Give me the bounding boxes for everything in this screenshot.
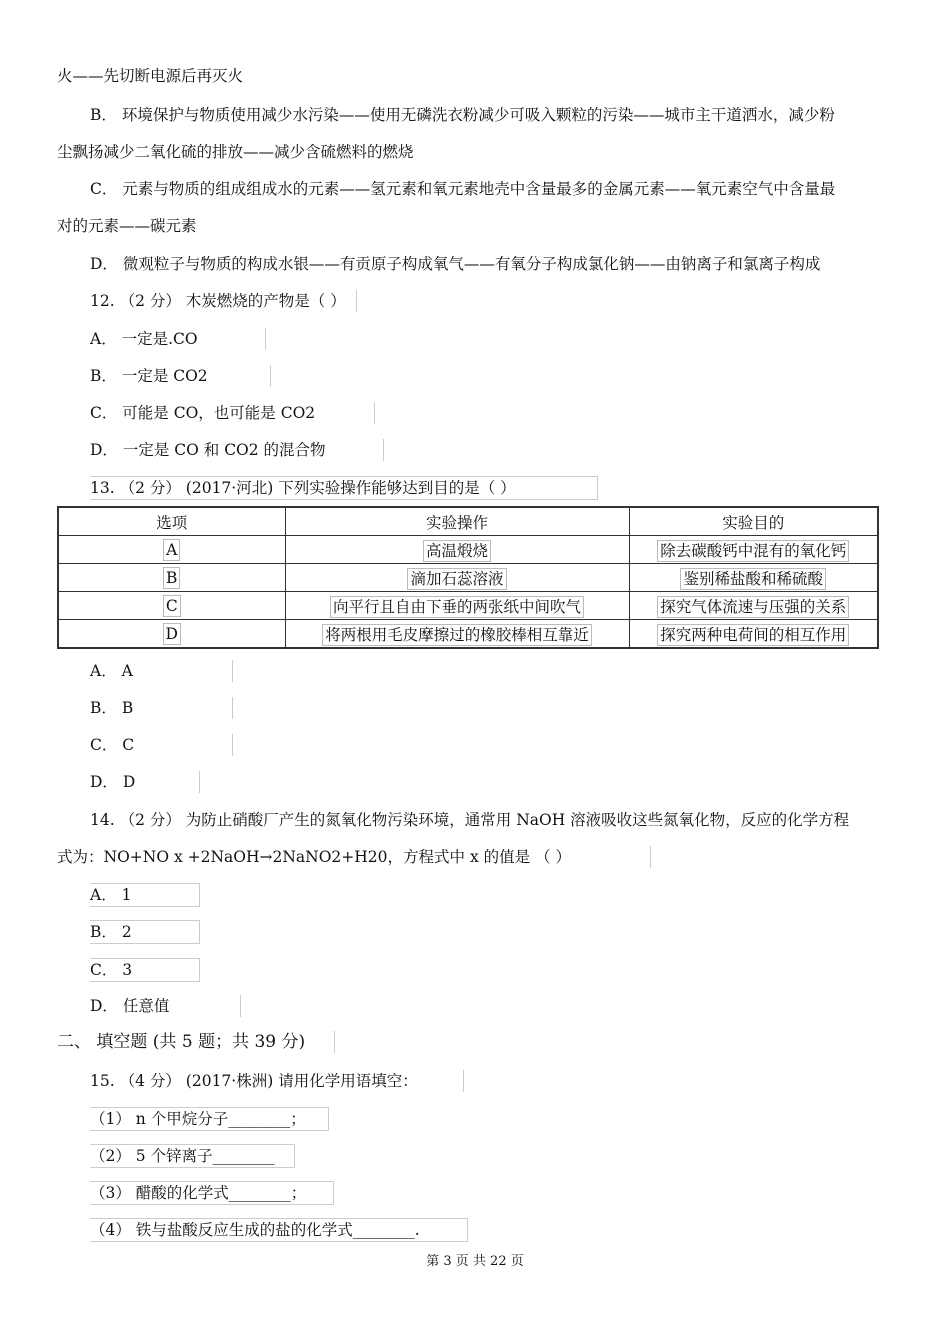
cell-text: 探究气体流速与压强的关系 xyxy=(657,596,849,618)
cell-text: A xyxy=(163,539,180,561)
table-row xyxy=(58,592,878,620)
q15-part-3: （3） 醋酸的化学式________； xyxy=(90,1181,334,1205)
q15-part-4: （4） 铁与盐酸反应生成的盐的化学式________. xyxy=(90,1218,468,1242)
cell-text: 向平行且自由下垂的两张纸中间吹气 xyxy=(330,596,584,618)
table-cell xyxy=(285,564,629,592)
q13-option-c[interactable]: C． C xyxy=(90,734,233,756)
cell-text: B xyxy=(163,567,180,589)
q13-option-b[interactable]: B． B xyxy=(90,697,233,719)
q15-part-2: （2） 5 个锌离子________ xyxy=(90,1144,295,1168)
q14-option-b[interactable]: B． 2 xyxy=(90,920,200,944)
q11-option-a-tail: 火——先切断电源后再灭火 xyxy=(57,67,244,85)
q12-stem: 12. （2 分） 木炭燃烧的产物是（ ） xyxy=(90,290,357,312)
q14-option-d[interactable]: D． 任意值 xyxy=(90,995,241,1017)
cell-text: 鉴别稀盐酸和稀硫酸 xyxy=(680,568,826,590)
table-cell xyxy=(285,592,629,620)
cell-text: 除去碳酸钙中混有的氧化钙 xyxy=(657,540,849,562)
q14-option-c[interactable]: C． 3 xyxy=(90,958,200,982)
table-cell xyxy=(58,536,285,564)
section-title-fill-blank: 二、 填空题 (共 5 题；共 39 分) xyxy=(57,1031,335,1053)
q13-stem: 13. （2 分） (2017·河北) 下列实验操作能够达到目的是（ ） xyxy=(90,476,598,500)
cell-text: D xyxy=(163,623,181,645)
q11-option-d: D． 微观粒子与物质的构成水银——有贡原子构成氧气——有氧分子构成氯化钠——由钠离子和氯离子构成 xyxy=(90,255,821,273)
page-footer: 第 3 页 共 22 页 xyxy=(426,1254,524,1269)
cell-text: 滴加石蕊溶液 xyxy=(407,568,506,590)
q11-option-b-line2: 尘飘扬减少二氧化硫的排放——减少含硫燃料的燃烧 xyxy=(57,143,414,161)
q14-stem-line1: 14. （2 分） 为防止硝酸厂产生的氮氧化物污染环境，通常用 NaOH 溶液吸收这些氮氧化物，反应的化学方程 xyxy=(90,811,850,829)
table-row xyxy=(58,564,878,592)
table-header-cell: 选项 xyxy=(58,507,285,536)
table-header-row xyxy=(58,507,878,536)
table-cell xyxy=(629,620,878,649)
cell-text: 将两根用毛皮摩擦过的橡胶棒相互靠近 xyxy=(322,624,592,646)
q15-part-1: （1） n 个甲烷分子________； xyxy=(90,1107,329,1131)
q12-option-b[interactable]: B． 一定是 CO2 xyxy=(90,365,271,387)
cell-text: C xyxy=(163,595,181,617)
table-row xyxy=(58,536,878,564)
table-cell xyxy=(58,564,285,592)
cell-text: 高温煅烧 xyxy=(423,540,491,562)
table-cell xyxy=(629,536,878,564)
table-cell xyxy=(285,536,629,564)
q13-option-d[interactable]: D． D xyxy=(90,771,200,793)
q13-table xyxy=(57,506,879,649)
q12-option-a[interactable]: A． 一定是.CO xyxy=(90,328,266,350)
q12-option-c[interactable]: C． 可能是 CO，也可能是 CO2 xyxy=(90,402,375,424)
table-cell xyxy=(629,564,878,592)
q11-option-b-line1: B． 环境保护与物质使用减少水污染——使用无磷洗衣粉减少可吸入颗粒的污染——城市主干道洒水，减少粉 xyxy=(90,106,835,124)
table-cell xyxy=(58,592,285,620)
q12-option-d[interactable]: D． 一定是 CO 和 CO2 的混合物 xyxy=(90,439,384,461)
table-header-cell: 实验目的 xyxy=(629,507,878,536)
table-cell xyxy=(629,592,878,620)
cell-text: 探究两种电荷间的相互作用 xyxy=(657,624,849,646)
q15-stem: 15. （4 分） (2017·株洲) 请用化学用语填空： xyxy=(90,1070,464,1092)
q11-option-c-line2: 对的元素——碳元素 xyxy=(57,217,197,235)
q14-option-a[interactable]: A． 1 xyxy=(90,883,200,907)
q11-option-c-line1: C． 元素与物质的组成组成水的元素——氢元素和氧元素地壳中含量最多的金属元素——氧元素空气中含量最 xyxy=(90,180,836,198)
q13-option-a[interactable]: A． A xyxy=(90,660,233,682)
table-cell xyxy=(285,620,629,649)
table-header-cell: 实验操作 xyxy=(285,507,629,536)
table-cell xyxy=(58,620,285,649)
q14-stem-line2: 式为：NO+NO x +2NaOH→2NaNO2+H20，方程式中 x 的值是 （ ） xyxy=(57,846,651,868)
table-row xyxy=(58,620,878,649)
